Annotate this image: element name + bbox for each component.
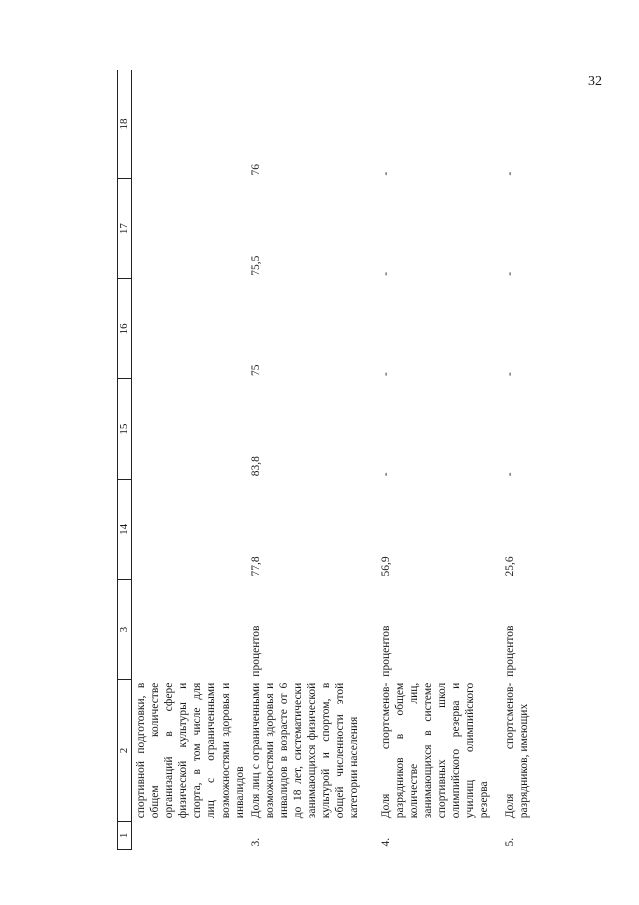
page-number: 32 <box>588 74 602 89</box>
row-number: 5. <box>503 837 516 847</box>
col-header: 17 <box>118 179 132 279</box>
value-cell: 75 <box>249 364 262 376</box>
value-cell: - <box>379 171 392 176</box>
value-cell: - <box>379 372 392 376</box>
value-cell: 25,6 <box>503 556 516 577</box>
value-cell: - <box>379 472 392 477</box>
table-row <box>247 70 377 850</box>
value-cell: 83,8 <box>249 456 262 477</box>
col-header: 18 <box>118 70 132 179</box>
row-number: 4. <box>379 837 392 847</box>
indicator-text: Доля спортсменов-разрядников в общем количестве лиц, занимающихся в системе спортивных школ олимпийского резерва и училищ олимпийского резерва <box>379 682 490 819</box>
indicator-text: Доля спортсменов-разрядников, имеющих <box>503 682 530 819</box>
col-header: 15 <box>118 379 132 479</box>
col-header: 16 <box>118 279 132 379</box>
indicator-text: спортивной подготовки, в общем количестве организаций в сфере физической культуры и спорта, в том числе для лиц с ограниченными возможностями здоровья и инвалидов <box>135 682 246 819</box>
col-header: 1 <box>118 821 132 849</box>
value-cell: - <box>503 472 516 477</box>
unit-cell: процентов <box>503 625 516 677</box>
indicators-table <box>117 70 543 850</box>
value-cell <box>132 379 247 479</box>
header-row <box>118 70 132 850</box>
value-cell <box>132 179 247 279</box>
value-cell: - <box>379 271 392 276</box>
value-cell: 77,8 <box>249 556 262 577</box>
col-header: 3 <box>118 579 132 679</box>
value-cell: 56,9 <box>379 556 392 577</box>
row-number <box>132 821 247 849</box>
value-cell <box>132 70 247 179</box>
col-header: 2 <box>118 680 132 822</box>
unit-cell: процентов <box>379 625 392 677</box>
value-cell <box>132 479 247 579</box>
table-row <box>132 70 247 850</box>
row-number: 3. <box>249 837 262 847</box>
value-cell: 76 <box>249 164 262 176</box>
table-row <box>377 70 501 850</box>
value-cell: 75,5 <box>249 255 262 276</box>
value-cell: - <box>503 372 516 376</box>
indicator-text: Доля лиц с ограниченными возможностями здоровья и инвалидов в возрасте от 6 до 18 лет, систематически занимающихся физической культурой и спортом, в общей численности этой категории населения <box>249 682 360 819</box>
unit-cell: процентов <box>249 625 262 677</box>
value-cell: - <box>503 171 516 176</box>
unit-cell <box>132 579 247 679</box>
value-cell: - <box>503 271 516 276</box>
table-row <box>501 70 543 850</box>
rotated-table-container <box>117 70 577 850</box>
value-cell <box>132 279 247 379</box>
col-header: 14 <box>118 479 132 579</box>
